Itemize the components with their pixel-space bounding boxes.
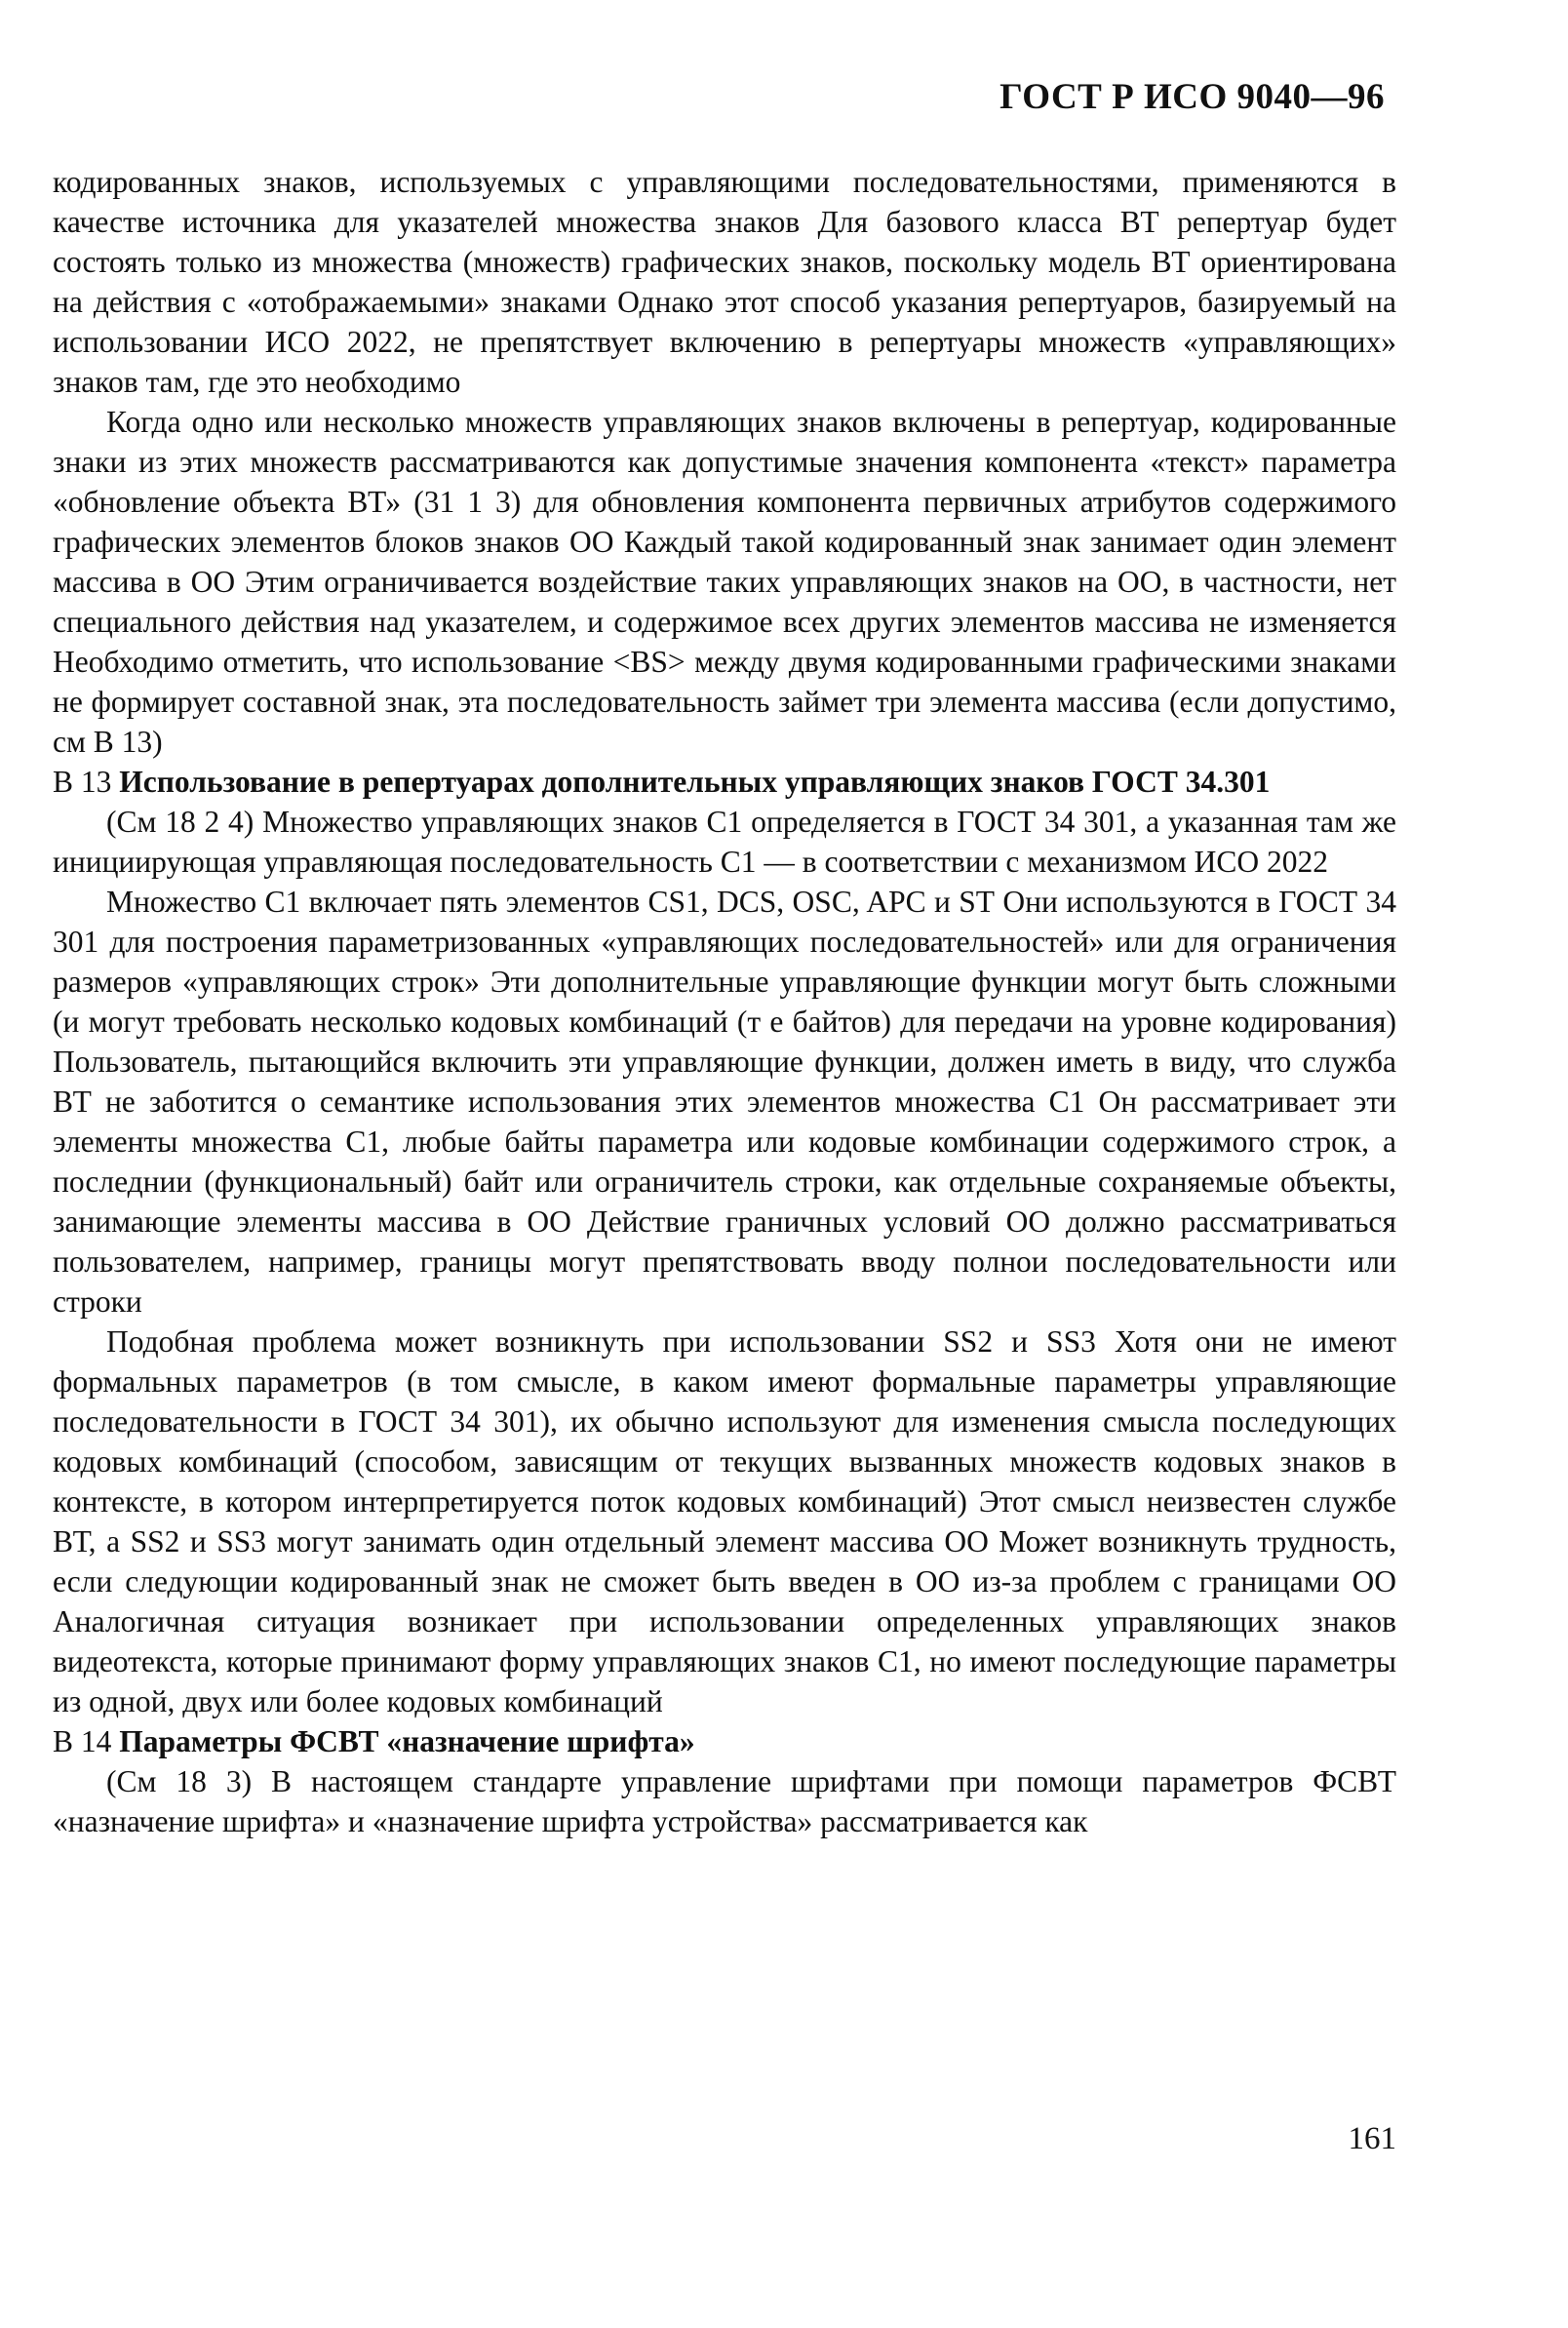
paragraph-control-characters: Когда одно или несколько множеств управляющих знаков включены в репертуар, кодированные знаки из этих множеств рассматриваются как допустимые значения компонента «текст» параметра «обновление объекта ВТ» (31 1 3) для обновления компонента первичных атрибутов содержимого графических элементов блоков знаков ОО Каждый такой кодированный знак занимает один элемент массива в ОО Этим ограничивается воздействие таких управляющих знаков на ОО, в частности, нет специального действия над указателем, и содержимое всех других элементов массива не изменяется Необходимо отметить, что использование <BS> между двумя кодированными графическими знаками не формирует составной знак, эта последовательность займет три элемента массива (если допустимо, см В 13) [53,405,1396,759]
paragraph-b13-ss2-ss3: Подобная проблема может возникнуть при использовании SS2 и SS3 Хотя они не имеют формальных параметров (в том смысле, в каком имеют формальные параметры управляющие последовательности в ГОСТ 34 301), их обычно используют для изменения смысла последующих кодовых комбинаций (способом, зависящим от текущих вызванных множеств кодовых знаков в контексте, в котором интерпретируется поток кодовых комбинаций) Этот смысл неизвестен службе ВТ, а SS2 и SS3 могут занимать один отдельный элемент массива ОО Может возникнуть трудность, если следующии кодированный знак не сможет быть введен в ОО из-за проблем с границами ОО Аналогичная ситуация возникает при использовании определенных управляющих знаков видеотекста, которые принимают форму управляющих знаков С1, но имеют последующие параметры из одной, двух или более кодовых комбинаций [53,1324,1396,1718]
section-number-b14: В 14 [53,1724,112,1758]
paragraph-b13-c1-set: Множество С1 включает пять элементов CS1, DCS, OSC, APC и SТ Они используются в ГОСТ 34 301 для построения параметризованных «управляющих последовательностей» или для ограничения размеров «управляющих строк» Эти дополнительные управляющие функции могут быть сложными (и могут требовать несколько кодовых комбинаций (т е байтов) для передачи на уровне кодирования) Пользователь, пытающийся включить эти управляющие функции, должен иметь в виду, что служба ВТ не заботится о семантике использования этих элементов множества С1 Он рассматривает эти элементы множества С1, любые байты параметра или кодовые комбинации содержимого строк, а последнии (функциональный) байт или ограничитель строки, как отдельные сохраняемые объекты, занимающие элементы массива в ОО Действие граничных условий ОО должно рассматриваться пользователем, например, границы могут препятствовать вводу полнои последовательности или строки [53,885,1396,1319]
section-heading-b14 [53,1721,1396,1761]
paragraph-b13-intro: (См 18 2 4) Множество управляющих знаков С1 определяется в ГОСТ 34 301, а указанная там же инициирующая управляющая последовательность С1 — в соответствии с механизмом ИСО 2022 [53,805,1396,879]
section-heading-b13 [53,762,1396,802]
page-number: 161 [1348,2121,1396,2156]
section-title-b13: Использование в репертуарах дополнительных управляющих знаков ГОСТ 34.301 [119,765,1271,799]
document-body [53,162,1396,1841]
document-header-title: ГОСТ Р ИСО 9040—96 [1000,77,1385,117]
section-number-b13: В 13 [53,765,112,799]
paragraph-b14-intro: (См 18 3) В настоящем стандарте управление шрифтами при помощи параметров ФСВТ «назначение шрифта» и «назначение шрифта устройства» рассматривается как [53,1764,1396,1838]
section-title-b14: Параметры ФСВТ «назначение шрифта» [119,1724,695,1758]
paragraph-continuation: кодированных знаков, используемых с управляющими последовательностями, применяются в качестве источника для указателей множества знаков Для базового класса ВТ репертуар будет состоять только из множества (множеств) графических знаков, поскольку модель ВТ ориентирована на действия с «отображаемыми» знаками Однако этот способ указания репертуаров, базируемый на использовании ИСО 2022, не препятствует включению в репертуары множеств «управляющих» знаков там, где это необходимо [53,165,1396,399]
